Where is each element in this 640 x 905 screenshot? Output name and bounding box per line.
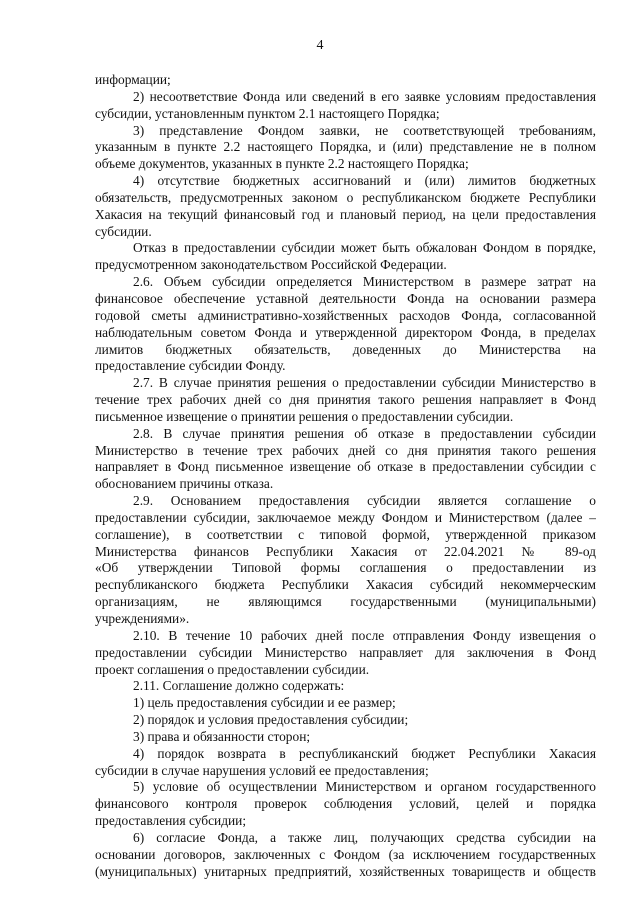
text-line: 2.9. Основанием предоставления субсидии является соглашение о: [133, 493, 596, 509]
text-line: субсидии в случае нарушения условий ее предоставления;: [95, 762, 429, 778]
text-line: финансовое обеспечение уставной деятельности Фонда на основании размера: [95, 290, 596, 306]
text-line: 2.6. Объем субсидии определяется Министерством в размере затрат на: [133, 274, 596, 290]
text-line: 2) несоответствие Фонда или сведений в его заявке условиям предоставления: [133, 88, 596, 104]
text-line: обоснованием причины отказа.: [95, 476, 274, 492]
text-line: 2.8. В случае принятия решения об отказе в предоставлении субсидии: [133, 425, 596, 441]
text-line: финансового контроля проверок соблюдения условий, целей и порядка: [95, 796, 596, 812]
text-line: 2) порядок и условия предоставления субсидии;: [133, 712, 409, 728]
text-line: 2.11. Соглашение должно содержать:: [133, 678, 345, 694]
text-line: организациям, не являющимся государственными (муниципальными): [95, 594, 596, 610]
text-line: 3) представление Фондом заявки, не соответствующей требованиям,: [133, 122, 596, 138]
document-body: [95, 72, 596, 881]
text-line: объеме документов, указанных в пункте 2.2 настоящего Порядка;: [95, 156, 469, 172]
text-line: предоставлении субсидии Министерство направляет для заключения в Фонд: [95, 644, 596, 660]
text-line: основании договоров, заключенных с Фондом (за исключением государственных: [95, 846, 596, 862]
text-line: 3) права и обязанности сторон;: [133, 728, 311, 744]
text-line: 2.7. В случае принятия решения о предоставлении субсидии Министерство в: [133, 375, 596, 391]
text-line: (муниципальных) унитарных предприятий, хозяйственных товариществ и обществ: [95, 863, 596, 879]
text-line: 4) порядок возврата в республиканский бюджет Республики Хакасия: [133, 745, 596, 761]
text-line: лимитов бюджетных обязательств, доведенных до Министерства на: [95, 341, 596, 357]
text-line: предоставления субсидии;: [95, 813, 247, 829]
text-line: течение трех рабочих дней со дня принятия такого решения направляет в Фонд: [95, 392, 596, 408]
text-line: 6) согласие Фонда, а также лиц, получающих средства субсидии на: [133, 829, 596, 845]
text-line: направляет в Фонд письменное извещение об отказе в предоставлении субсидии с: [95, 459, 596, 475]
text-line: субсидии.: [95, 223, 152, 239]
text-line: наблюдательным советом Фонда и утвержденной директором Фонда, в пределах: [95, 324, 596, 340]
text-line: годовой сметы административно-хозяйственных расходов Фонда, согласованной: [95, 307, 596, 323]
text-line: 1) цель предоставления субсидии и ее размер;: [133, 695, 396, 711]
text-line: Отказ в предоставлении субсидии может быть обжалован Фондом в порядке,: [133, 240, 596, 256]
text-line: «Об утверждении Типовой формы соглашения о предоставлении из: [95, 560, 596, 576]
text-line: обязательств, предусмотренных законом о республиканском бюджете Республики: [95, 189, 596, 205]
text-line: Министерство в течение трех рабочих дней со дня принятия такого решения: [95, 442, 596, 458]
text-line: Министерства финансов Республики Хакасия от 22.04.2021 № 89-од: [95, 543, 596, 559]
text-line: предусмотренном законодательством Российской Федерации.: [95, 257, 447, 273]
page-number: 4: [316, 38, 324, 53]
text-line: предоставлении субсидии, заключаемое между Фондом и Министерством (далее –: [95, 509, 596, 525]
text-line: письменное извещение о принятии решения о предоставлении субсидии.: [95, 408, 514, 424]
text-line: 4) отсутствие бюджетных ассигнований и (или) лимитов бюджетных: [133, 173, 596, 189]
text-line: учреждениями».: [95, 611, 190, 626]
text-line: проект соглашения о предоставлении субсидии.: [95, 661, 370, 677]
text-line: 5) условие об осуществлении Министерством и органом государственного: [133, 779, 596, 795]
text-line: Хакасия на текущий финансовый год и плановый период, на цели предоставления: [95, 206, 596, 222]
text-line: указанным в пункте 2.2 настоящего Порядка, и (или) представление не в полном: [95, 139, 596, 155]
text-line: соглашение), в соответствии с типовой формой, утвержденной приказом: [95, 526, 596, 542]
text-line: 2.10. В течение 10 рабочих дней после отправления Фонду извещения о: [133, 627, 596, 643]
text-line: субсидии, установленным пунктом 2.1 настоящего Порядка;: [95, 105, 440, 121]
text-line: предоставление субсидии Фонду.: [95, 358, 286, 374]
text-line: республиканского бюджета Республики Хакасия субсидий некоммерческим: [95, 577, 596, 593]
text-line: информации;: [95, 72, 171, 87]
